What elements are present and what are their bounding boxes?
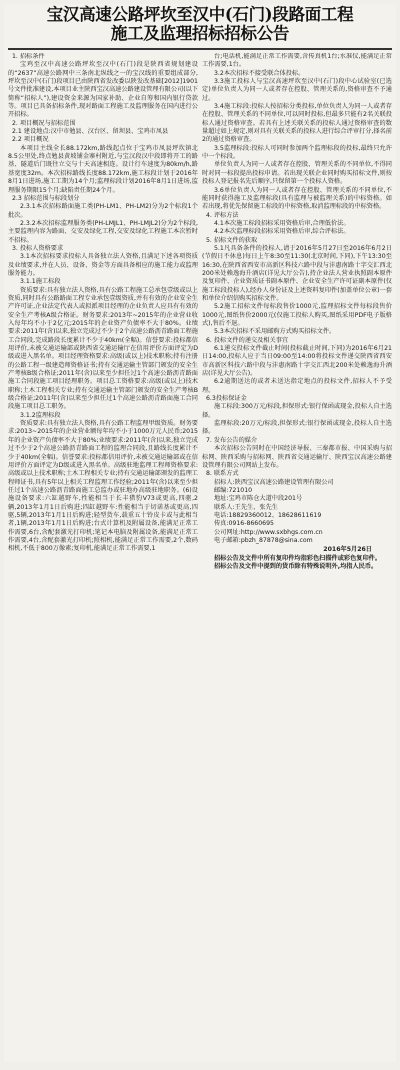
- right-column: [202, 53, 392, 1062]
- body-paragraph: 台;电话机,能满足正常工作需要,含传真机1台;水准仪,能满足正常工作需要,1台。: [202, 53, 392, 69]
- body-paragraph: 宝鸡至汉中高速公路坪坎至汉中(石门)段是陕西省规划建设的“2637”高速公路网中三条南北纵线之一的宝汉线的重要组成部分,坪坎至汉中(石门)段项目已由陕西省发改委以陕发改基础[2012]1901号文件批准建设,本项目业主陕西宝汉高速公路建设管理有限公司(以下简称“招标人”),建设资金来源为国家补助、企业自筹和国内银行贷款等。项目已具备招标条件,现对路面工程施工及监理服务在国内进行公开招标。: [8, 61, 198, 119]
- section-heading: 2.3 招标范围与标段划分: [12, 194, 80, 202]
- body-paragraph: 施工标段:300万元/标段,担保形式:银行保函或现金,投标人自主选择。: [202, 403, 392, 419]
- section-heading: 1. 招标条件: [12, 53, 45, 60]
- headline-line-1: 宝汉高速公路坪坎至汉中(石门)段路面工程: [46, 5, 354, 24]
- contact-line: 邮编:721010: [214, 486, 253, 494]
- section-heading: 6.3投标保证金: [206, 395, 247, 403]
- section-heading: 2.2 项目概况: [12, 136, 49, 144]
- contact-line: 传真:0916-8660695: [214, 520, 274, 528]
- section-heading: 7. 发布公告的媒介: [206, 436, 258, 444]
- publish-date: 2016年5月26日: [323, 546, 372, 554]
- body-paragraph: 5.3本次招标不采用邮购方式购买招标文件。: [214, 328, 336, 336]
- section-heading: 5. 招标文件的获取: [206, 236, 258, 244]
- body-paragraph: 6.1递交投标文件截止时间(投标截止时间,下同)为2016年6月21日14:00,投标人应于当日09:00至14:00将投标文件递交陕西省西安市高新区科技六路中段与沣惠南路十字交汇西北200米处赖逸海升酒店(详见大厅公告)。: [202, 345, 392, 378]
- section-heading: 2. 项目概况与招标范围: [12, 119, 76, 127]
- body-paragraph: 本次招标公告同时在中国经济导报、三秦都市报、中国采购与招标网、陕西采购与招标网、陕西省交通运输厅、陕西宝汉高速公路建设管理有限公司网站上发布。: [202, 445, 392, 469]
- body-paragraph: 3.2本次招标不接受联合体投标。: [214, 69, 305, 77]
- section-heading: 6. 投标文件的递交及相关事宜: [206, 336, 289, 344]
- body-paragraph: 2.3.2本次招标监理服务类(PH-LMJL1、PH-LMJL2)分为2个标段,主要监理内容为路面、交安及绿化工程,交安及绿化工程施工本次暂时不招标。: [8, 219, 198, 244]
- body-paragraph: 5.2施工招标文件每标段售价1000元,监理招标文件每标段售价1000元,图纸售价2000元(仅施工投标人购买,图纸采用PDF电子版格式),售后不退。: [202, 303, 392, 327]
- body-paragraph: 资质要求:具有独立法人资格,具有公路工程监理甲级资质。财务要求:2013~2015年的企业营业额每年均不小于1000万元人民币;2015年的企业资产负债率不大于80%;业绩要求:2011年(含)以来,独立完成过不少于2个高速公路沥青路面工程的监理合同段,且路线长度累计不少于40km(全幅)。信誉要求:投标都信用评价,未被交通运输部或在信用评价方面评定为D级或进入黑名单。高级驻地监理工程师资格要求:高级或以上技术职称;土木工程相关专业;持有交通运输部颁发的监理工程师证书,具有5年以上相关工程监理工作经验;2011年(含)以来至少担任过1个高速公路沥青路面施工总监办或驻地办高级驻地职务。(6)设施设备要求:六缸越野车,性能相当于长丰猎豹V73或更高,四驱,2辆,2013年1月1日后购进;四缸越野车:性能相当于切诺基或更高,四驱,5辆,2013年1月1日后购进;轻型货车,载重五十铃皮卡或与此相当者,1辆,2013年1月1日后购进;台式计算机及附属设备,能满足正常工作需要,6台,含配套激光打印机;笔记本电脑及附属设备,能满足正常工作需要,4台,含配套激光打印机;照相机,能满足正常工作需要,2个,数码相机,不低于800万像素;复印机,能满足正常工作需要,1: [8, 420, 198, 553]
- body-paragraph: 3.5监理标段:投标人可同时参加两个监理标段的投标,最终只允许中一个标段。: [202, 144, 392, 161]
- headline-line-2: 施工及监理招标招标公告: [110, 24, 290, 43]
- body-paragraph: 3.4施工标段:投标人按招标分类投标,单位负责人为同一人或者存在控股、管理关系的不同单位,可以同时投标,但最多只能有2名关联投标人通过资格审查。若具有上述关联关系的投标人通过资格审查的数量超过如上规定,则对具有关联关系的投标人进行综合评审打分,择名前2的通过资格审查。: [202, 103, 392, 144]
- contact-line: 电子邮箱:pbzh_87878@sina.com: [214, 536, 313, 544]
- contact-line: 公司网址:http://www.sxbhgs.com.cn: [214, 528, 323, 536]
- body-paragraph: 5.1凡具备条件的投标人,请于2016年5月27日至2016年6月2日(节假日不休息)每日上午8:30至11:30(北京时间,下同),下午13:30至16:30,在陕西省西安市高新区科技六路中段与沣惠南路十字交汇西北200米处赖逸海升酒店(详见大厅公告),持企业法人营业执照副本原件及复印件、企业资质证书副本原件、企业安全生产许可证副本原件(仅施工标段投标人),经办人身份证及上述资料复印件(加盖单位公章)一套和单位介绍信购买招标文件。: [202, 244, 392, 302]
- body-paragraph: 监理标段:20万元/标段,担保形式:银行保函或现金,投标人自主选择。: [202, 420, 392, 436]
- contact-line: 招标人:陕西宝汉高速公路建设管理有限公司: [214, 478, 334, 486]
- body-paragraph: 2.3.1本次招标路面施工类(PH-LM1、PH-LM2)分为2个标段1个批次。: [8, 203, 198, 219]
- announcement-headline: [4, 4, 396, 43]
- body-paragraph: 4.1本次施工标段招标采用资格后审,合理低价法。: [214, 219, 350, 227]
- headline-rule: [8, 48, 392, 50]
- contact-line: 地址:宝鸡市陈仓大道中段201号: [214, 495, 303, 503]
- body-paragraph: 单位负责人为同一人或者存在控股、管理关系的不同单位,不得同时对同一标段提出投标申请。若出现关联企业同时购买招标文件,则按投标人登记报名先后顺序,只保留第一个投标人资格。: [202, 161, 392, 186]
- body-paragraph: 3.1本次招标要求投标人具备独立法人资格,且满足下述各项资质及业绩要求,并在人员、设备、资金等方面具备相应的施工能力或监理服务能力。: [8, 253, 198, 277]
- body-columns: [8, 53, 392, 1062]
- contact-line: 电话:18829360012、18628611619: [214, 511, 322, 519]
- body-paragraph: 3.1.2监理标段: [20, 411, 61, 419]
- footnote: 招标公告及文件中提到的货币除有特殊说明外,均指人民币。: [214, 562, 378, 570]
- left-column: [8, 53, 198, 1062]
- body-paragraph: 4.2本次监理标段招标采用资格后审,综合评标法。: [214, 228, 350, 236]
- body-paragraph: 3.6单位负责人为同一人或者存在控股、管理关系的不同单位,不能同时获得施工及监理标段(具有监理与被监理关系)的中标资格。如若出现,将优先保留施工标段的中标资格,取消监理标段的中标资格。: [202, 186, 392, 211]
- newspaper-page: [4, 4, 396, 1062]
- body-paragraph: 6.2逾期送达的或者未送达指定地点的投标文件,招标人不予受理。: [202, 378, 392, 394]
- section-heading: 8. 联系方式: [206, 470, 239, 478]
- body-paragraph: 资质要求:具有独立法人资格,具有公路工程施工总承包壹级或以上资质,同时具有公路路面工程专业承包壹级资质,并有有效的企业安全生产许可证,企业法定代表人或拟派项目经理的企业负责人应具有有效的安全生产考核A级合格证。财务要求:2013年~2015年的企业营业收入每年均不小于2亿元;2015年的企业资产负债率不大于80%。业绩要求:2011年(含)以来,独立完成过不少于2个高速公路沥青路面工程施工合同段,完成路段长度累计不少于40km(全幅)。信誉要求:投标都信用评价,未被交通运输部或陕西省交通运输厅在信用评价方面评定为D级或进入黑名单。项目经理资格要求:高级(或以上)技术职称;持有注册的公路工程一级建造师资格证书;持有交通运输主管部门颁发的安全生产考核B级合格证;2011年(含)以来至少担任过1个高速公路沥青路面施工合同段施工项目经理职务。项目总工资格要求:高级(或以上)技术职称;土木工程相关专业;持有交通运输主管部门颁发的安全生产考核B级合格证;2011年(含)以来至少担任过1个高速公路沥青路面施工合同段施工项目总工职务。: [8, 286, 198, 411]
- contact-line: 联系人:王先生、张先生: [214, 503, 278, 511]
- body-paragraph: 3.3施工投标人与宝汉高速坪坎至汉中(石门)段中心试验室(已选定)单位负责人为同一人或者存在控股、管理关系的,资格审查不予通过。: [202, 78, 392, 102]
- body-paragraph: 3.1.1施工标段: [20, 278, 61, 286]
- section-heading: 2.1 建设地点:汉中市勉县、汉台区、留坝县、宝鸡市凤县: [12, 128, 169, 136]
- body-paragraph: 本项目主线全长88.172km,路线起点位于宝鸡市凤县坪坎镇北8.5公里处,终点勉县黄坡铺金寨村附近,与宝汉段汉中段即将开工的路基、隧道后门既往立交与十天高速相连。设计行车速度为80km/h,路基宽度32m。本次招标路线长度88.172km,施工标段计划于2016年8月1日进场,施工工期为14个月;监理标段计划2016年8月1日进场,监理服务期限15个月;缺陷责任期24个月。: [8, 144, 198, 194]
- footnote: 招标公告及文件中所有复印件均指彩色扫描件或彩色复印件。: [214, 554, 382, 562]
- section-heading: 3. 投标人资格要求: [12, 244, 64, 252]
- section-heading: 4. 评标方法: [206, 211, 239, 219]
